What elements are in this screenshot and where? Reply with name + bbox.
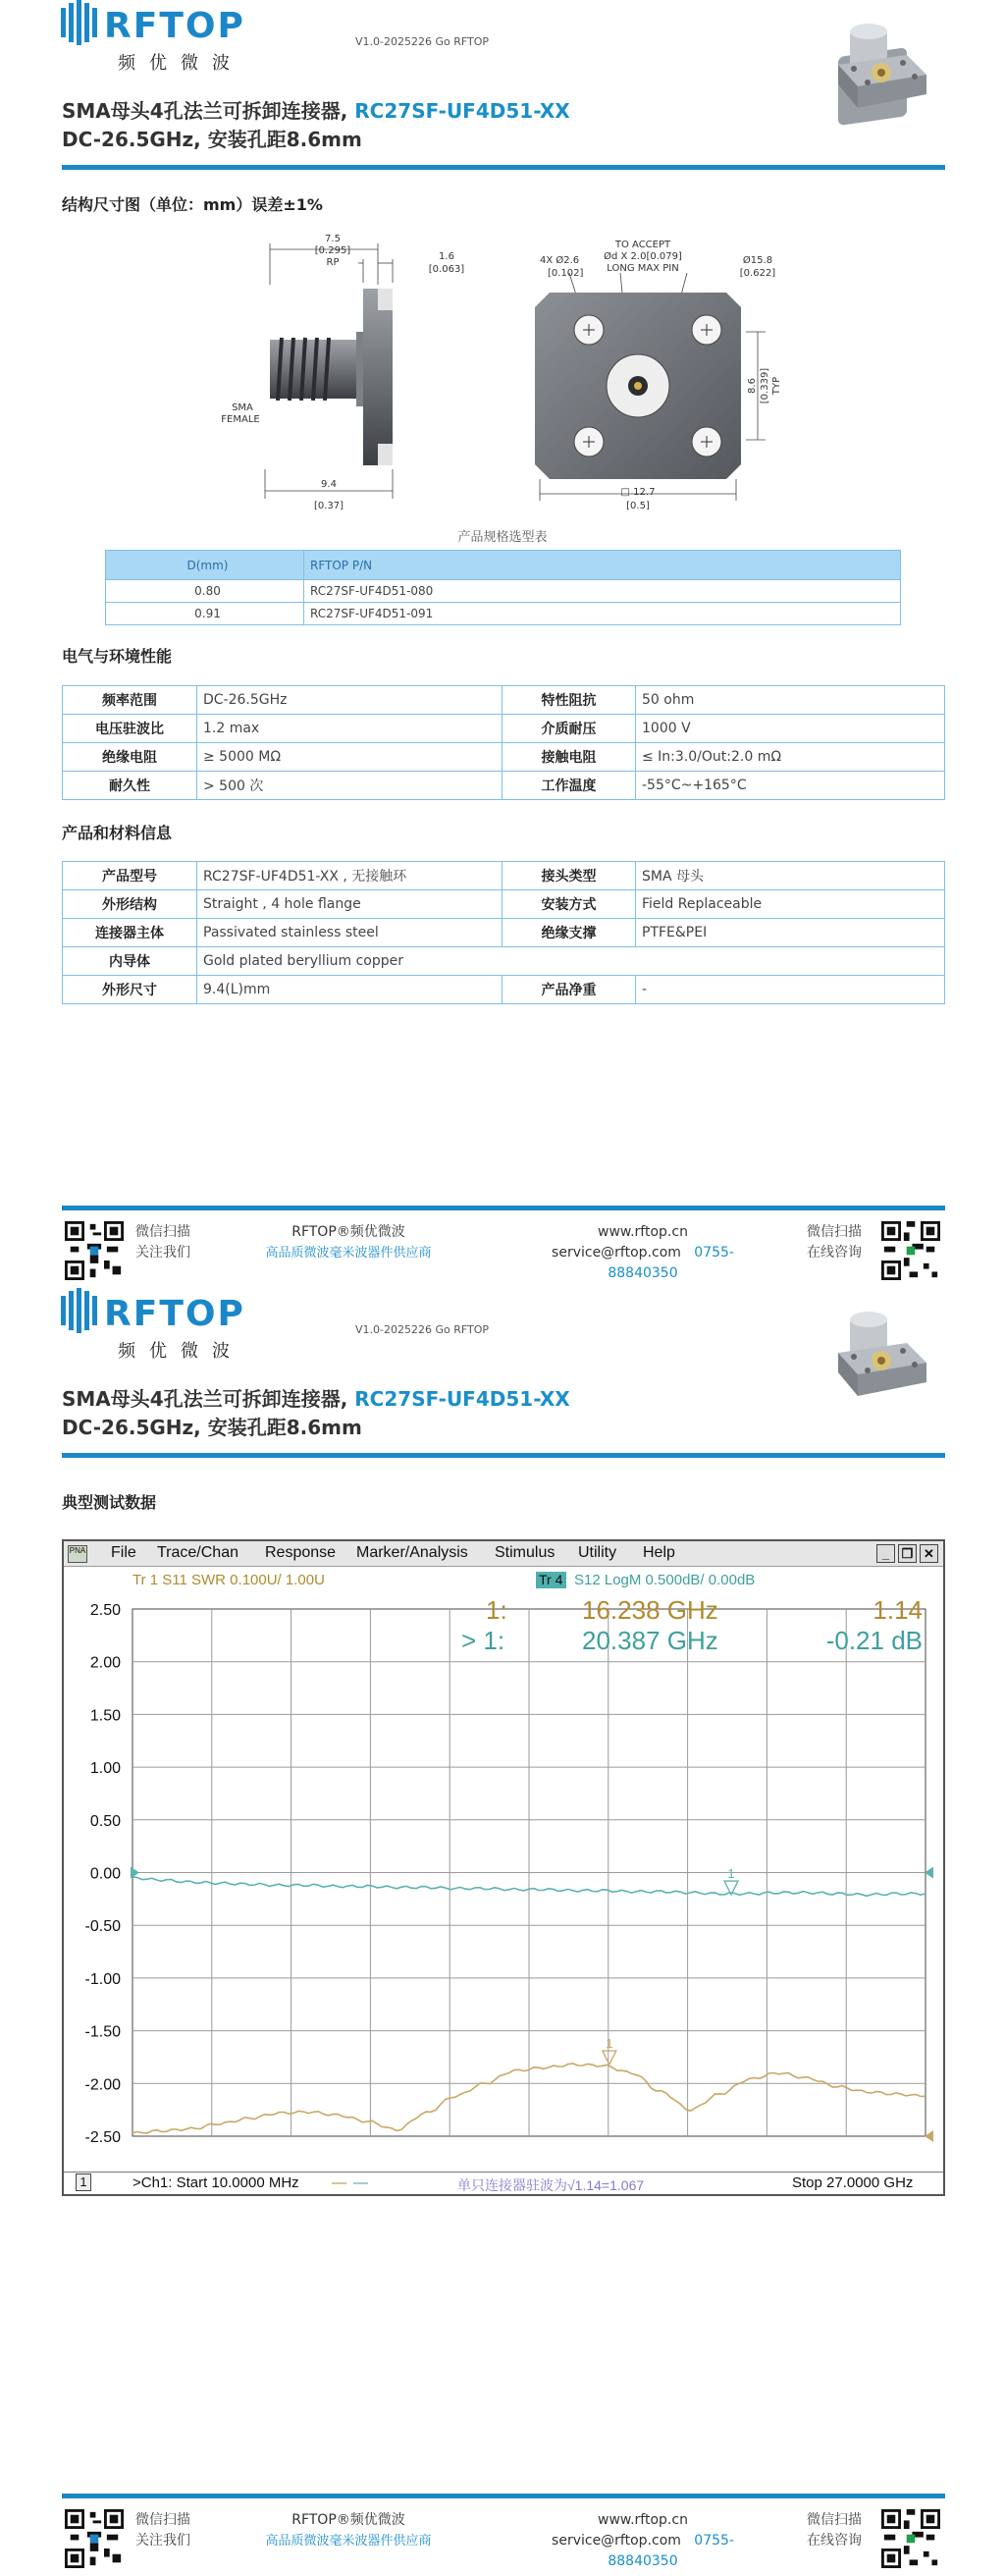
version-label: V1.0-2025226 Go RFTOP xyxy=(355,35,490,48)
y-tick-label: 1.50 xyxy=(89,1707,121,1725)
product-title xyxy=(62,1383,570,1412)
table-row xyxy=(63,919,945,947)
title-part-number: RC27SF-UF4D51-XX xyxy=(354,1387,570,1411)
spec-value: -55°C~+165°C xyxy=(636,772,945,800)
pn-header-d: D(mm) xyxy=(106,551,304,580)
connector-photo xyxy=(824,1310,944,1429)
y-tick-label: 2.50 xyxy=(89,1602,121,1619)
footer-brand-name: RFTOP®频优微波 xyxy=(291,2512,405,2528)
elec-table xyxy=(62,685,945,800)
menu-trace-chan[interactable]: Trace/Chan xyxy=(157,1544,238,1561)
footer-right xyxy=(807,1222,862,1263)
title-part-number: RC27SF-UF4D51-XX xyxy=(354,99,570,123)
dim-label: [0.5] xyxy=(626,501,650,511)
table-row xyxy=(63,890,945,919)
footer-brand xyxy=(236,1222,461,1263)
footer-left-line2: 关注我们 xyxy=(135,1245,190,1261)
table-row xyxy=(63,976,945,1004)
header-rule xyxy=(62,165,945,170)
qr-code-follow xyxy=(65,1221,124,1280)
header-rule xyxy=(62,1453,945,1458)
spec-label: 工作温度 xyxy=(502,772,636,800)
footer-contact xyxy=(520,1222,766,1284)
restore-icon[interactable]: ❐ xyxy=(898,1544,917,1563)
trace4-label: S12 LogM 0.500dB/ 0.00dB xyxy=(574,1572,756,1588)
footer-website[interactable]: www.rftop.cn xyxy=(598,1224,688,1240)
brand-cn: 频优微波 xyxy=(118,1341,243,1362)
dim-label: FEMALE xyxy=(221,414,260,425)
status-start: >Ch1: Start 10.0000 MHz xyxy=(132,2174,299,2191)
spec-label: 连接器主体 xyxy=(63,919,197,947)
spec-value: Passivated stainless steel xyxy=(197,919,502,947)
spec-value: - xyxy=(636,976,945,1004)
marker1-value: 1.14 xyxy=(873,1595,923,1625)
test-title: 典型测试数据 xyxy=(62,1493,157,1512)
y-tick-label: -2.00 xyxy=(84,2076,121,2094)
mat-title: 产品和材料信息 xyxy=(62,824,173,842)
brand-cn: 频优微波 xyxy=(118,53,243,74)
y-tick-label: 0.00 xyxy=(89,1865,121,1883)
table-row xyxy=(63,947,945,976)
marker-1-swr-label: 1 xyxy=(606,2035,613,2051)
svg-text:RFTOP: RFTOP xyxy=(104,6,245,46)
analyzer-statusbar xyxy=(64,2172,943,2194)
spec-label: 外形尺寸 xyxy=(63,976,197,1004)
trace4-tag: Tr 4 xyxy=(539,1572,563,1587)
menu-utility[interactable]: Utility xyxy=(578,1544,617,1561)
y-tick-label: 2.00 xyxy=(89,1654,121,1672)
pn-cell: 0.80 xyxy=(106,580,304,603)
spec-label: 产品净重 xyxy=(502,976,636,1004)
menu-marker-analysis[interactable]: Marker/Analysis xyxy=(356,1544,468,1561)
footer-left xyxy=(135,2510,190,2551)
spec-value: ≤ In:3.0/Out:2.0 mΩ xyxy=(636,743,945,772)
menu-help[interactable]: Help xyxy=(643,1544,675,1561)
dim-label: [0.063] xyxy=(428,264,465,275)
spec-label: 接触电阻 xyxy=(502,743,636,772)
dim-label: 8.6 xyxy=(747,378,758,394)
footer-right-line2: 在线咨询 xyxy=(807,2533,862,2549)
spec-label: 绝缘支撑 xyxy=(502,919,636,947)
spec-value: DC-26.5GHz xyxy=(197,686,502,715)
footer-right-line1: 微信扫描 xyxy=(807,1224,862,1240)
qr-code-consult xyxy=(881,1221,940,1280)
product-subtitle: DC-26.5GHz, 安装孔距8.6mm xyxy=(62,128,362,151)
dim-label: 1.6 xyxy=(439,251,454,262)
close-icon[interactable]: ✕ xyxy=(920,1544,938,1563)
footer-left xyxy=(135,1222,190,1263)
menu-response[interactable]: Response xyxy=(265,1544,337,1561)
footer-email[interactable]: service@rftop.com xyxy=(552,2533,681,2549)
spec-label: 绝缘电阻 xyxy=(63,743,197,772)
analyzer-window xyxy=(62,1539,945,2196)
spec-value: 50 ohm xyxy=(636,686,945,715)
side-view-drawing xyxy=(211,224,471,518)
connector-photo xyxy=(824,22,944,141)
front-view-drawing xyxy=(501,234,795,518)
drawing-title: 结构尺寸图（单位：mm）误差±1% xyxy=(62,195,323,214)
marker-group xyxy=(603,1866,738,2065)
y-tick-label: 0.50 xyxy=(89,1812,121,1830)
pn-cell: 0.91 xyxy=(106,603,304,625)
plot-grid xyxy=(132,1609,926,2136)
analyzer-menubar xyxy=(64,1541,943,1567)
footer-website[interactable]: www.rftop.cn xyxy=(598,2512,688,2528)
footer-brand-slogan: 高品质微波毫米波器件供应商 xyxy=(265,1246,432,1261)
table-row xyxy=(63,686,945,715)
minimize-icon[interactable]: _ xyxy=(876,1544,895,1563)
spec-label: 安装方式 xyxy=(502,890,636,919)
title-prefix: SMA母头4孔法兰可拆卸连接器, xyxy=(62,99,348,123)
version-label: V1.0-2025226 Go RFTOP xyxy=(355,1323,490,1336)
spec-value: Field Replaceable xyxy=(636,890,945,919)
table-row xyxy=(106,603,901,625)
table-row xyxy=(63,715,945,743)
spec-label: 特性阻抗 xyxy=(502,686,636,715)
spec-value: 9.4(L)mm xyxy=(197,976,502,1004)
dim-label: RP xyxy=(326,257,340,268)
dim-label: □ 12.7 xyxy=(620,487,656,498)
table-row xyxy=(63,743,945,772)
marker2-freq: 20.387 GHz xyxy=(582,1626,718,1655)
app-icon: PNA xyxy=(68,1545,87,1563)
pn-cell: RC27SF-UF4D51-091 xyxy=(304,603,901,625)
spec-label: 电压驻波比 xyxy=(63,715,197,743)
marker2-label: > 1: xyxy=(461,1626,505,1655)
dim-label: 4X Ø2.6 xyxy=(540,255,580,266)
footer-contact xyxy=(520,2510,766,2572)
y-tick-label: 1.00 xyxy=(89,1760,121,1778)
dim-label: [0.102] xyxy=(548,268,584,279)
spec-label: 内导体 xyxy=(63,947,197,976)
spec-label: 介质耐压 xyxy=(502,715,636,743)
dim-label: [0.295] xyxy=(314,245,351,256)
svg-text:RFTOP: RFTOP xyxy=(104,1294,245,1334)
marker1-freq: 16.238 GHz xyxy=(582,1595,718,1625)
spec-label: 外形结构 xyxy=(63,890,197,919)
spec-label: 耐久性 xyxy=(63,772,197,800)
dim-label: 9.4 xyxy=(321,479,337,490)
mat-table xyxy=(62,861,945,1004)
y-tick-label: -0.50 xyxy=(84,1918,121,1936)
spec-value: Straight , 4 hole flange xyxy=(197,890,502,919)
y-tick-label: -1.50 xyxy=(84,2023,121,2041)
qr-code-consult xyxy=(881,2509,940,2568)
spec-label: 频率范围 xyxy=(63,686,197,715)
dim-label: 7.5 xyxy=(325,234,341,244)
footer-email[interactable]: service@rftop.com xyxy=(552,1245,681,1261)
dim-label: Ød X 2.0[0.079] xyxy=(604,251,682,262)
status-note: 单只连接器驻波为√1.14=1.067 xyxy=(457,2177,645,2193)
trace1-label: Tr 1 S11 SWR 0.100U/ 1.00U xyxy=(132,1572,325,1588)
footer-left-line1: 微信扫描 xyxy=(135,2512,190,2528)
footer-brand-name: RFTOP®频优微波 xyxy=(291,1224,405,1240)
dim-label: SMA xyxy=(232,402,253,413)
footer-brand-slogan: 高品质微波毫米波器件供应商 xyxy=(265,2534,432,2549)
product-subtitle: DC-26.5GHz, 安装孔距8.6mm xyxy=(62,1416,362,1439)
footer-left-line1: 微信扫描 xyxy=(135,1224,190,1240)
dim-label: [0.37] xyxy=(313,501,344,511)
dim-label: LONG MAX PIN xyxy=(607,263,679,274)
marker-1-loss-label: 1 xyxy=(727,1866,735,1882)
elec-title: 电气与环境性能 xyxy=(62,647,173,666)
menu-stimulus[interactable]: Stimulus xyxy=(495,1544,555,1561)
spec-label: 产品型号 xyxy=(63,862,197,890)
table-row xyxy=(63,772,945,800)
spec-label: 接头类型 xyxy=(502,862,636,890)
marker-1-swr-icon xyxy=(603,2051,616,2065)
spec-value: 1000 V xyxy=(636,715,945,743)
y-tick-label: -1.00 xyxy=(84,1970,121,1988)
spec-value: 1.2 max xyxy=(197,715,502,743)
footer-left-line2: 关注我们 xyxy=(135,2533,190,2549)
status-stop: Stop 27.0000 GHz xyxy=(792,2174,914,2191)
marker1-label: 1: xyxy=(486,1595,507,1625)
dim-label: Ø15.8 xyxy=(742,255,773,266)
qr-code-follow xyxy=(65,2509,124,2568)
footer-phone: 0755-88840350 xyxy=(608,1245,734,1281)
dim-label: TO ACCEPT xyxy=(614,240,671,250)
spec-value: ≥ 5000 MΩ xyxy=(197,743,502,772)
footer-right-line2: 在线咨询 xyxy=(807,1245,862,1261)
dim-label: [0.622] xyxy=(739,268,776,279)
spec-value: Gold plated beryllium copper xyxy=(197,947,945,976)
footer-right xyxy=(807,2510,862,2551)
menu-file[interactable]: File xyxy=(111,1544,136,1561)
table-row xyxy=(106,580,901,603)
channel-number: 1 xyxy=(76,2174,91,2191)
spec-value: PTFE&PEI xyxy=(636,919,945,947)
y-tick-label: -2.50 xyxy=(84,2129,121,2146)
pn-table xyxy=(105,550,901,625)
pn-table-caption: 产品规格选型表 xyxy=(457,530,548,545)
footer-phone: 0755-88840350 xyxy=(608,2533,734,2569)
pn-cell: RC27SF-UF4D51-080 xyxy=(304,580,901,603)
table-row xyxy=(63,862,945,890)
product-title xyxy=(62,95,570,124)
page-2 xyxy=(0,1288,1005,2576)
spec-value: SMA 母头 xyxy=(636,862,945,890)
dim-label: TYP xyxy=(771,376,782,396)
footer-rule xyxy=(62,2494,945,2498)
analyzer-plot xyxy=(64,1568,943,2171)
spec-value: RC27SF-UF4D51-XX , 无接触环 xyxy=(197,862,502,890)
spec-value: > 500 次 xyxy=(197,772,502,800)
marker2-value: -0.21 dB xyxy=(825,1626,923,1655)
dim-label: [0.339] xyxy=(760,367,770,404)
pn-header-pn: RFTOP P/N xyxy=(304,551,901,580)
footer-rule xyxy=(62,1206,945,1210)
footer-brand xyxy=(236,2510,461,2551)
status-loss-trace-icon: — xyxy=(353,2174,368,2191)
status-swr-trace-icon: — xyxy=(332,2174,346,2191)
title-prefix: SMA母头4孔法兰可拆卸连接器, xyxy=(62,1387,348,1411)
footer-right-line1: 微信扫描 xyxy=(807,2512,862,2528)
